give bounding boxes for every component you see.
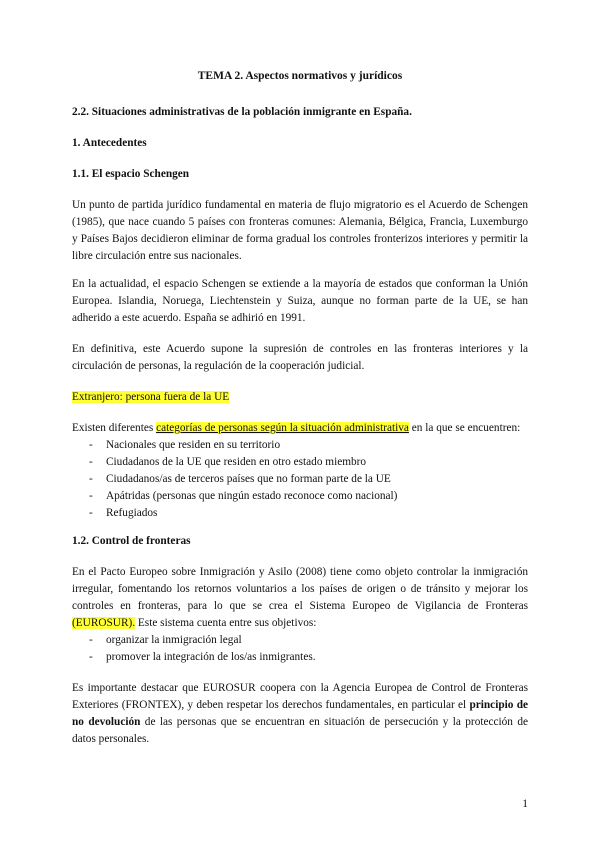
- section-2-2-heading: 2.2. Situaciones administrativas de la población inmigrante en España.: [72, 106, 412, 118]
- section-1-1-heading: 1.1. El espacio Schengen: [72, 168, 190, 180]
- paragraph-schengen-current: En la actualidad, el espacio Schengen se extiende a la mayoría de estados que conforman la Unión Europea. Islandia, Noruega, Liechtenstein y Suiza, aunque no forman parte de la UE, se han adherido a este acuerdo. España se adhirió en 1991.: [72, 278, 528, 324]
- list-item: - organizar la inmigración legal: [72, 632, 528, 649]
- list-item: - Ciudadanos de la UE que residen en otro estado miembro: [72, 454, 528, 471]
- section-1-2-heading: 1.2. Control de fronteras: [72, 535, 191, 547]
- list-item: - Nacionales que residen en su territorio: [72, 437, 528, 454]
- text-run: de las personas que se encuentran en situación de persecución y la protección de datos personales.: [72, 716, 529, 745]
- definition-extranjero: [72, 389, 528, 406]
- paragraph-schengen-origin: Un punto de partida jurídico fundamental en materia de flujo migratorio es el Acuerdo de Schengen (1985), que nace cuando 5 países con fronteras comunes: Alemania, Bélgica, Francia, Luxemburgo y Países Bajos decidieron eliminar de forma gradual los controles fronterizos interiores y permitir la libre circulación entre sus nacionales.: [72, 199, 528, 262]
- objectives-list: [72, 632, 528, 666]
- paragraph-pacto-europeo: [72, 564, 528, 632]
- paragraph-schengen-summary: En definitiva, este Acuerdo supone la supresión de controles en las fronteras interiores y la circulación de personas, la regulación de la cooperación judicial.: [72, 343, 528, 372]
- categories-list: [72, 437, 528, 522]
- document-title: TEMA 2. Aspectos normativos y jurídicos: [197, 70, 403, 82]
- text-run: Este sistema cuenta entre sus objetivos:: [135, 617, 317, 629]
- list-item: - Refugiados: [72, 505, 528, 522]
- list-item: - promover la integración de los/as inmigrantes.: [72, 649, 528, 666]
- section-1-heading: 1. Antecedentes: [72, 137, 147, 149]
- text-run: En el Pacto Europeo sobre Inmigración y Asilo (2008) tiene como objeto controlar la inmigración irregular, fomentando los retornos voluntarios a los países de origen o de tránsito y mejorar los controles en fronteras, para lo que se crea el Sistema Europeo de Vigilancia de Fronteras: [72, 566, 528, 612]
- list-item: - Ciudadanos/as de terceros países que no forman parte de la UE: [72, 471, 528, 488]
- paragraph-categories-intro: [72, 420, 528, 437]
- text-run: Es importante destacar que EUROSUR coopera con la Agencia Europea de Control de Fronteras Exteriores (FRONTEX), y deben respetar los derechos fundamentales, en particular el: [72, 682, 528, 711]
- text-run: Existen diferentes: [72, 422, 157, 434]
- paragraph-frontex: [72, 680, 528, 748]
- page-number: 1: [522, 798, 528, 810]
- document-page: [72, 68, 528, 748]
- definition-extranjero-highlight: Extranjero: persona fuera de la UE: [72, 391, 230, 403]
- principio-no-devolucion: principio de no devolución: [72, 699, 528, 728]
- list-item: - Apátridas (personas que ningún estado reconoce como nacional): [72, 488, 528, 505]
- eurosur-highlight: (EUROSUR).: [72, 617, 136, 629]
- text-run: en la que se encuentren:: [408, 422, 521, 434]
- categories-highlight: categorías de personas según la situación administrativa: [156, 422, 409, 434]
